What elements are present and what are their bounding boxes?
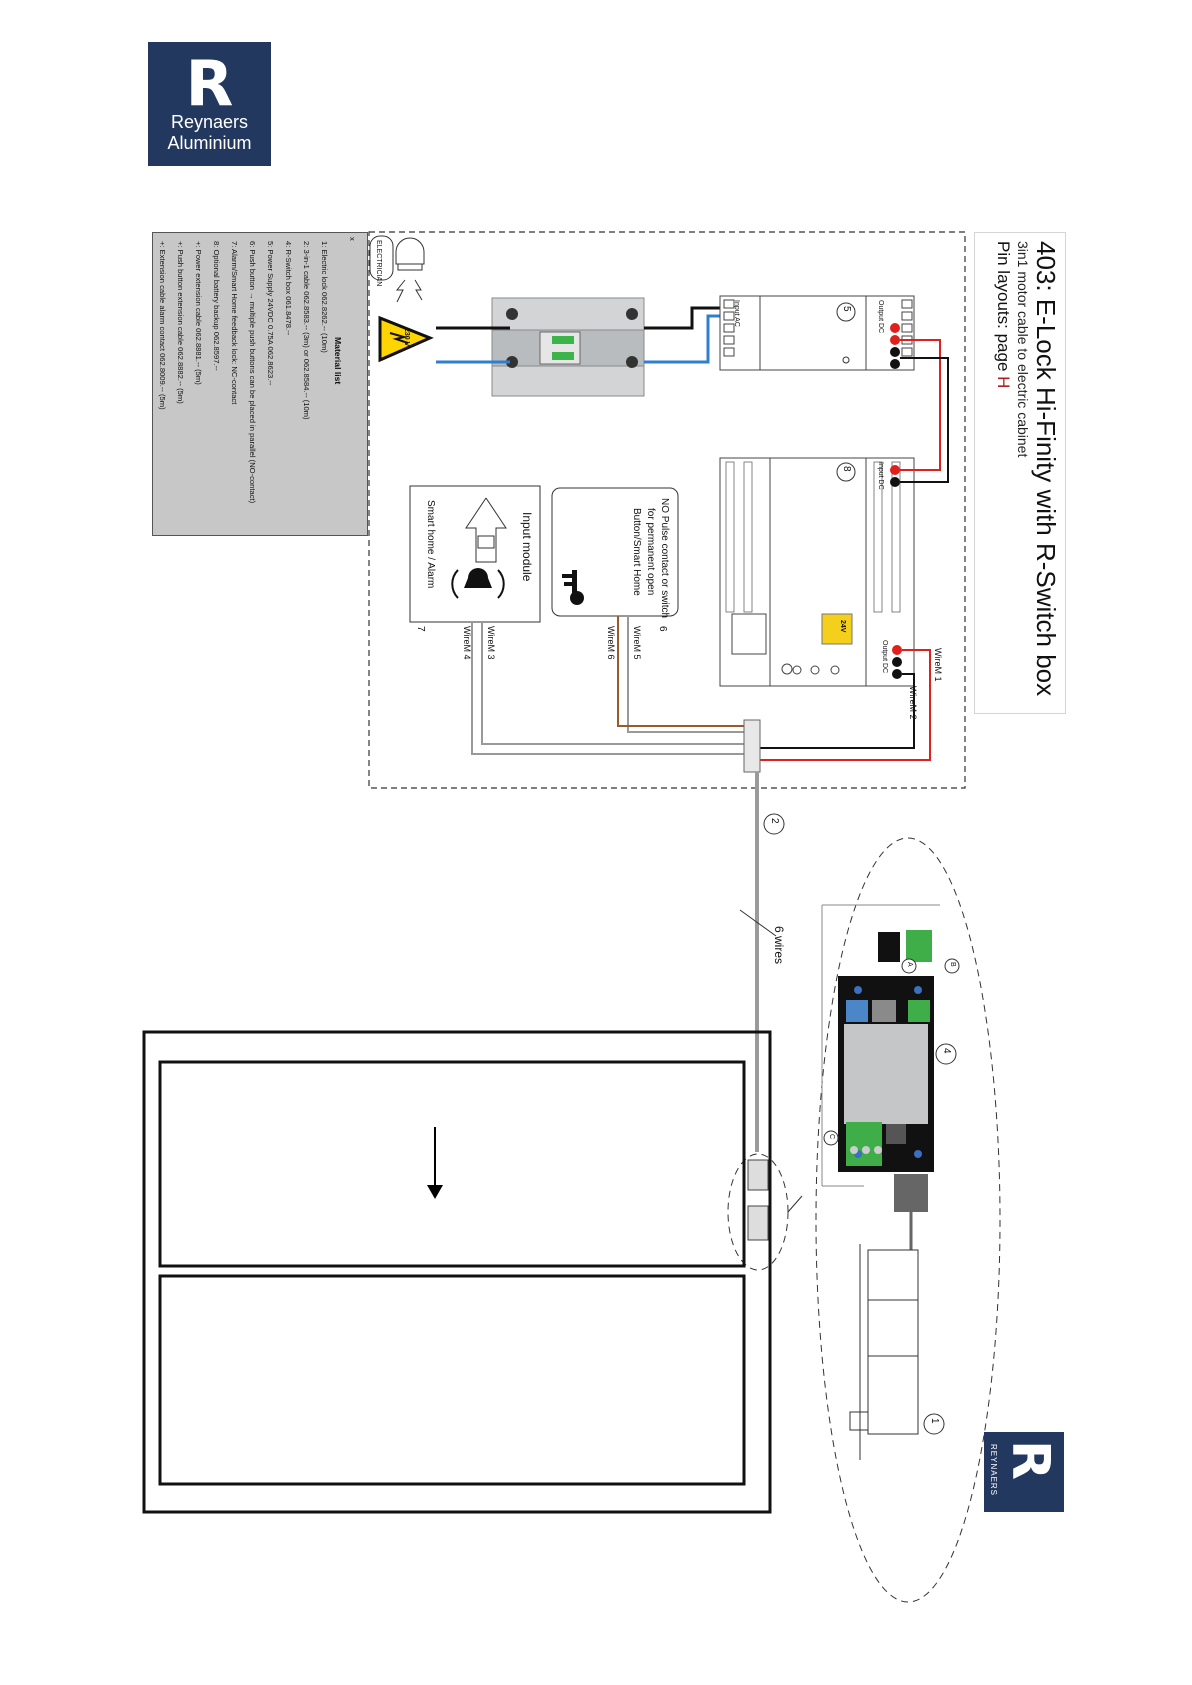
material-item: 2: 3-in-1 cable 062.8583.-- (3m) or 062.8584.-- (10m) <box>302 241 311 420</box>
warning-voltage-label: 230 V <box>403 328 410 347</box>
pushbutton-text-1: NO Pulse contact or switch <box>659 498 670 619</box>
material-item: 6: Push button → multiple push buttons can be placed in parallel (NO-contact) <box>248 241 257 504</box>
circuit-breaker <box>492 298 644 396</box>
connector-label-a: A <box>906 962 913 967</box>
input-module-number: 7 <box>415 626 426 632</box>
corner-logo-text: REYNAERS <box>989 1444 998 1497</box>
psu-output-label: Output DC <box>877 300 884 334</box>
opening-direction-arrow <box>434 1127 436 1189</box>
psu-number: 5 <box>841 306 852 312</box>
battery-number: 8 <box>841 466 852 472</box>
wire-label-1: WireM 1 <box>933 648 943 682</box>
material-item: 5: Power Supply 24VDC 0.75A 062.8623.-- <box>266 241 275 386</box>
page-subtitle: 3in1 motor cable to electric cabinet <box>1015 241 1031 458</box>
pushbutton-number: 6 <box>657 626 668 632</box>
wire-label-6: WireM 6 <box>606 626 616 660</box>
pushbutton-text-2: for permanent open <box>645 508 656 596</box>
brand-logo-letter: R <box>185 47 234 120</box>
battery-voltage-badge: 24V <box>839 620 846 633</box>
material-item: +: Power extension cable 062.8881.-- (5m) <box>194 241 203 385</box>
pushbutton-text-3: Button/Smart Home <box>631 508 642 596</box>
rswitch-number: 4 <box>941 1048 952 1054</box>
material-item: +: Push button extension cable 062.8882.-- (5m) <box>176 241 185 404</box>
wire-label-4: WireM 4 <box>462 626 472 660</box>
psu-input-label: Input AC <box>733 300 740 327</box>
material-item: 4: R-Switch box 061.8478.-- <box>284 241 293 336</box>
connector-label-b: B <box>949 962 956 967</box>
wire-label-5: WireM 5 <box>632 626 642 660</box>
wire-label-3: WireM 3 <box>486 626 496 660</box>
wire-label-2: WireM 2 <box>908 686 918 720</box>
corner-logo-letter: R <box>1000 1440 1060 1481</box>
material-list <box>152 232 368 536</box>
battery-output-label: Output DC <box>881 640 888 674</box>
opening-direction-arrowhead <box>427 1185 443 1199</box>
brand-logo-line1: Reynaers <box>170 112 249 132</box>
rswitch-box <box>838 976 934 1172</box>
battery-input-label: Input DC <box>877 462 884 490</box>
power-supply <box>720 296 914 370</box>
cable-number: 2 <box>769 818 780 824</box>
cable-junction <box>744 720 760 772</box>
material-item: +: Extension cable alarm contact 062.8009.-- (5m) <box>158 241 167 410</box>
material-item: 7: Alarm/Smart Home feedback lock: NC-contact <box>230 241 239 405</box>
pin-layout-page: H <box>994 376 1013 389</box>
pin-layout-prefix: Pin layouts: page <box>994 241 1013 377</box>
electrician-label: ELECTRICIAN <box>375 240 382 287</box>
pin-layout-reference <box>993 241 1013 388</box>
page-title: 403: E-Lock Hi-Finity with R-Switch box <box>1031 241 1061 697</box>
input-module-title: Input module <box>520 512 534 582</box>
connector-label-c: C <box>828 1134 835 1140</box>
material-close-button[interactable]: x <box>348 237 357 241</box>
cable-wire-count: 6 wires <box>772 926 786 965</box>
corner-brand-logo <box>984 1432 1064 1512</box>
material-list-heading: Material list <box>333 337 343 385</box>
title-block <box>974 232 1066 714</box>
input-module-text: Smart home / Alarm <box>425 500 436 589</box>
window-frame <box>144 1032 770 1512</box>
electric-lock <box>850 1244 944 1460</box>
material-item: 1: Electric lock 062.8262.-- (10m) <box>320 241 329 353</box>
brand-logo-line2: Aluminium <box>167 133 252 153</box>
lock-number: 1 <box>929 1418 940 1424</box>
material-item: 8: Optional battery backup 062.8597.-- <box>212 241 221 371</box>
